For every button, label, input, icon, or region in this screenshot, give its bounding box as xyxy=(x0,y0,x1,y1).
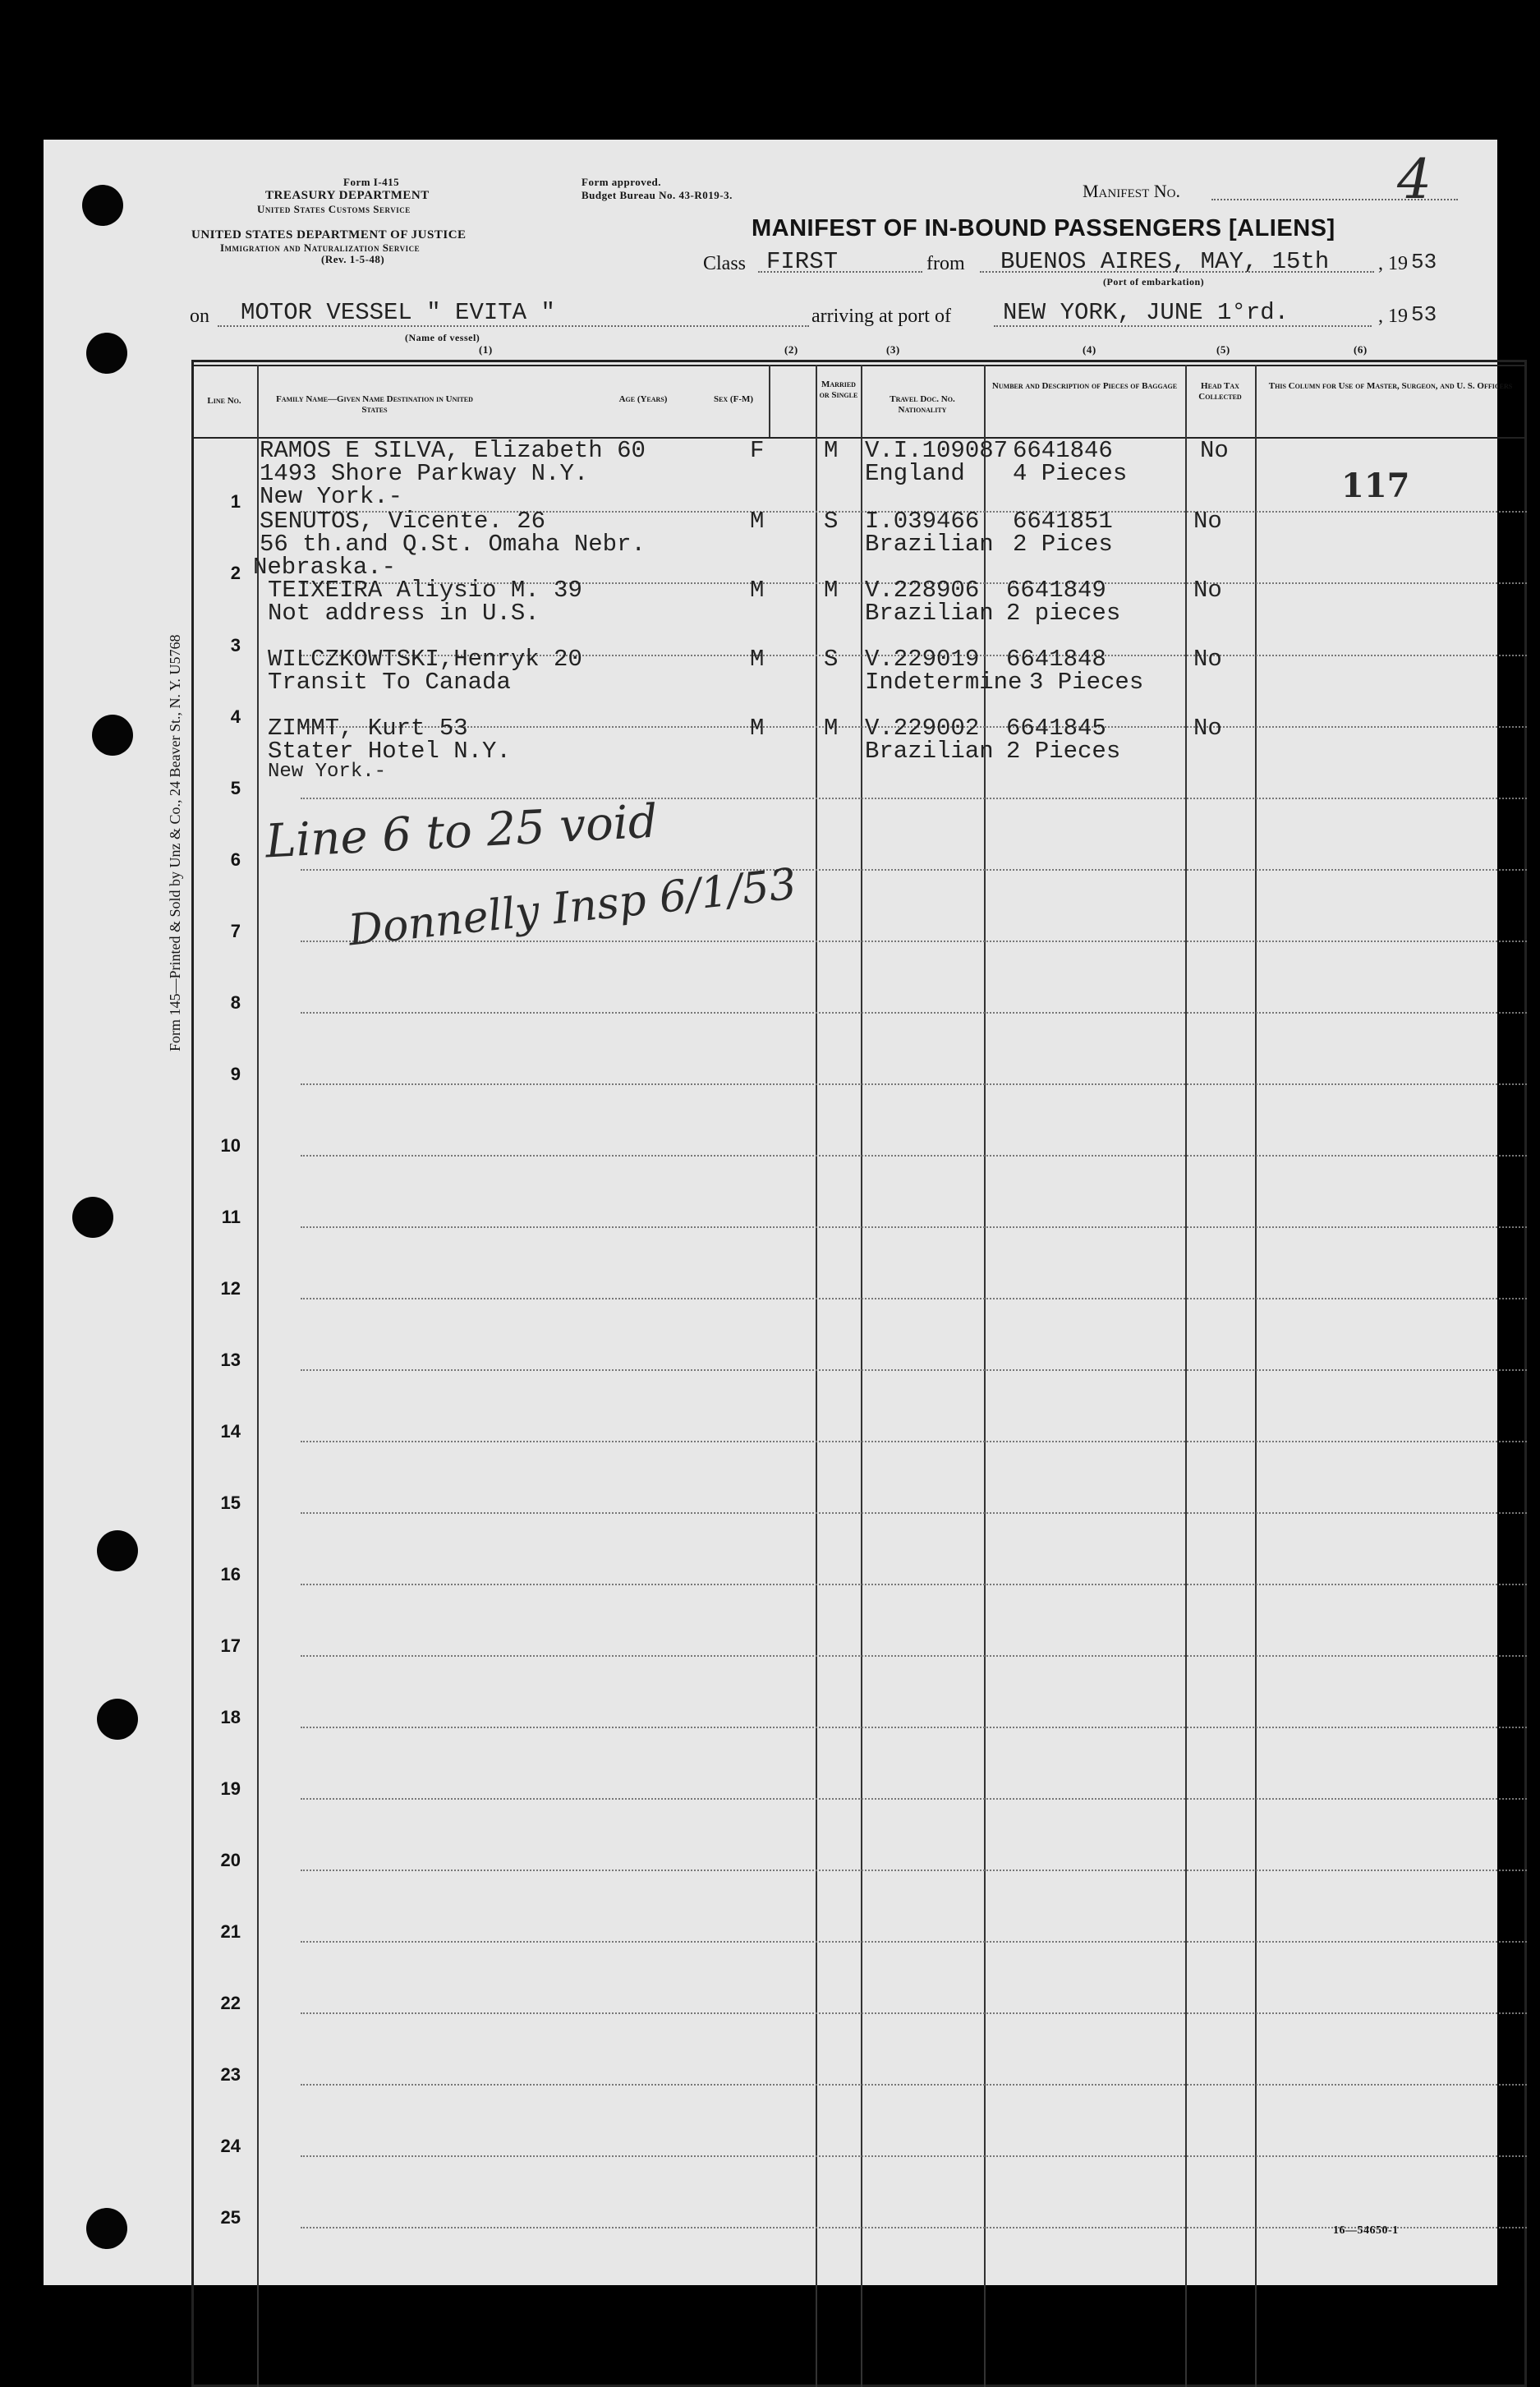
col-num-5: (5) xyxy=(1216,343,1230,356)
passenger-2-marital: S xyxy=(824,508,839,535)
class-value: FIRST xyxy=(766,248,839,275)
arriving-label: arriving at port of xyxy=(811,306,951,327)
line-number-10: 10 xyxy=(220,1135,241,1156)
passenger-1-pieces: 4 Pieces xyxy=(1013,460,1128,487)
line-number-16: 16 xyxy=(220,1564,241,1584)
passenger-4-nationality: Indetermine xyxy=(865,669,1023,696)
line-number-11: 11 xyxy=(221,1207,241,1227)
from-label: from xyxy=(926,253,965,274)
col-num-4: (4) xyxy=(1083,343,1096,356)
header-baggage: Number and Description of Pieces of Baggage xyxy=(991,381,1178,391)
passenger-5-head-tax: No xyxy=(1193,715,1222,742)
budget-label: Budget Bureau No. 43-R019-3. xyxy=(582,189,733,201)
passenger-2-baggage-no: 6641851 xyxy=(1013,508,1113,535)
line-number-13: 13 xyxy=(220,1350,241,1370)
justice-label: UNITED STATES DEPARTMENT OF JUSTICE xyxy=(191,228,467,241)
manifest-title: MANIFEST OF IN-BOUND PASSENGERS [ALIENS] xyxy=(752,215,1335,241)
line-number-8: 8 xyxy=(230,992,241,1013)
line-number-6: 6 xyxy=(230,849,241,870)
row-line-22 xyxy=(301,2012,1527,2014)
passenger-1-city: New York.- xyxy=(260,483,403,510)
line-number-14: 14 xyxy=(220,1421,241,1442)
passenger-4-doc: V.229019 xyxy=(865,646,980,673)
passenger-5-pieces: 2 Pieces xyxy=(1006,738,1121,765)
passenger-1-name: RAMOS E SILVA, Elizabeth 60 xyxy=(260,437,646,464)
vessel-caption: (Name of vessel) xyxy=(405,332,480,343)
passenger-5-city: New York.- xyxy=(268,761,387,783)
passenger-3-address: Not address in U.S. xyxy=(268,600,540,627)
row-line-17 xyxy=(301,1655,1527,1657)
class-label: Class xyxy=(703,253,747,274)
row-line-11 xyxy=(301,1226,1527,1228)
passenger-5-sex: M xyxy=(750,715,765,742)
line-number-9: 9 xyxy=(230,1064,241,1084)
line-number-1: 1 xyxy=(230,491,241,512)
line-number-7: 7 xyxy=(230,921,241,941)
row-line-21 xyxy=(301,1941,1527,1943)
year-prefix-2: , 19 xyxy=(1378,306,1408,327)
passenger-3-head-tax: No xyxy=(1193,577,1222,604)
ins-label: Immigration and Naturalization Service xyxy=(220,241,421,254)
header-head-tax: Head Tax Collected xyxy=(1198,381,1242,402)
passenger-2-city: Nebraska.- xyxy=(253,554,397,581)
passenger-4-marital: S xyxy=(824,646,839,673)
printer-imprint: Form 145—Printed & Sold by Unz & Co., 24 Beaver St., N. Y. U5768 xyxy=(167,634,183,1051)
line-number-19: 19 xyxy=(220,1778,241,1799)
passenger-3-pieces: 2 pieces xyxy=(1006,600,1121,627)
passenger-1-doc: V.I.109087 xyxy=(865,437,1009,464)
row-line-13 xyxy=(301,1369,1527,1371)
punch-hole xyxy=(97,1530,138,1571)
line-number-18: 18 xyxy=(220,1707,241,1727)
passenger-1-marital: M xyxy=(824,437,839,464)
header-name: Family Name—Given Name Destination in United States xyxy=(276,394,473,415)
col-num-3: (3) xyxy=(886,343,900,356)
customs-label: United States Customs Service xyxy=(257,203,411,215)
passenger-1-address: 1493 Shore Parkway N.Y. xyxy=(260,460,589,487)
rev-label: (Rev. 1-5-48) xyxy=(321,253,385,265)
passenger-2-sex: M xyxy=(750,508,765,535)
row-line-18 xyxy=(301,1727,1527,1728)
header-line-no: Line No. xyxy=(207,396,241,406)
year-prefix-1: , 19 xyxy=(1378,253,1408,274)
passenger-4-head-tax: No xyxy=(1193,646,1222,673)
line-number-24: 24 xyxy=(220,2136,241,2156)
line-number-12: 12 xyxy=(220,1278,241,1299)
line-number-17: 17 xyxy=(220,1635,241,1656)
passenger-4-destination: Transit To Canada xyxy=(268,669,511,696)
line-number-2: 2 xyxy=(230,563,241,583)
passenger-5-name: ZIMMT, Kurt 53 xyxy=(268,715,468,742)
rule-sex-head xyxy=(769,365,770,437)
line-number-3: 3 xyxy=(230,635,241,655)
punch-hole xyxy=(86,2208,127,2249)
header-sex: Sex (F-M) xyxy=(713,394,754,404)
passenger-5-marital: M xyxy=(824,715,839,742)
passenger-4-name: WILCZKOWTSKI,Henryk 20 xyxy=(268,646,582,673)
passenger-3-doc: V.228906 xyxy=(865,577,980,604)
arrival-value: NEW YORK, JUNE 1°rd. xyxy=(1003,299,1289,326)
passenger-3-name: TEIXEIRA Aliysio M. 39 xyxy=(268,577,582,604)
passenger-1-sex: F xyxy=(750,437,765,464)
manifest-sheet xyxy=(44,140,1513,2285)
passenger-4-baggage-no: 6641848 xyxy=(1006,646,1106,673)
line-number-21: 21 xyxy=(220,1921,241,1942)
on-label: on xyxy=(190,306,209,327)
passenger-3-sex: M xyxy=(750,577,765,604)
punch-hole xyxy=(72,1197,113,1238)
passenger-1-baggage-no: 6641846 xyxy=(1013,437,1113,464)
passenger-3-marital: M xyxy=(824,577,839,604)
punch-hole xyxy=(92,715,133,756)
passenger-3-baggage-no: 6641849 xyxy=(1006,577,1106,604)
header-travel: Travel Doc. No. Nationality xyxy=(890,394,955,415)
row-line-8 xyxy=(301,1012,1527,1014)
year-2: 53 xyxy=(1411,302,1437,327)
passenger-4-pieces: 3 Pieces xyxy=(1029,669,1144,696)
passenger-2-nationality: Brazilian xyxy=(865,531,994,558)
passenger-2-doc: I.039466 xyxy=(865,508,980,535)
from-value: BUENOS AIRES, MAY, 15th xyxy=(1000,248,1330,275)
passenger-5-nationality: Brazilian xyxy=(865,738,994,765)
port-embark-caption: (Port of embarkation) xyxy=(1103,276,1205,287)
passenger-1-nationality: England xyxy=(865,460,965,487)
form-number: Form I-415 xyxy=(343,176,400,188)
passenger-5-address: Stater Hotel N.Y. xyxy=(268,738,511,765)
row-line-6 xyxy=(301,869,1527,871)
table-top-double xyxy=(191,365,1527,366)
rule-line-no xyxy=(257,365,259,2387)
punch-hole xyxy=(97,1699,138,1740)
handwritten-signature: Donnelly Insp 6/1/53 xyxy=(346,859,799,956)
passenger-5-doc: V.229002 xyxy=(865,715,980,742)
manifest-no-value: 4 xyxy=(1397,148,1432,211)
line-number-20: 20 xyxy=(220,1850,241,1870)
row-line-15 xyxy=(301,1512,1527,1514)
footer-code: 16—54650-1 xyxy=(1333,2224,1399,2237)
line-number-22: 22 xyxy=(220,1993,241,2013)
passenger-2-name: SENUTOS, Vicente. 26 xyxy=(260,508,546,535)
row-line-24 xyxy=(301,2155,1527,2157)
row-line-14 xyxy=(301,1441,1527,1442)
row-line-12 xyxy=(301,1298,1527,1299)
passenger-2-pieces: 2 Pices xyxy=(1013,531,1113,558)
header-officers: This Column for Use of Master, Surgeon, and U. S. Officers xyxy=(1268,381,1513,391)
line-number-23: 23 xyxy=(220,2064,241,2085)
punch-hole xyxy=(86,333,127,374)
line-number-15: 15 xyxy=(220,1492,241,1513)
approved-label: Form approved. xyxy=(582,176,662,188)
row-line-16 xyxy=(301,1584,1527,1585)
passenger-2-head-tax: No xyxy=(1193,508,1222,535)
passenger-5-baggage-no: 6641845 xyxy=(1006,715,1106,742)
row-line-10 xyxy=(301,1155,1527,1157)
row-line-5 xyxy=(301,798,1527,799)
vessel-name: MOTOR VESSEL " EVITA " xyxy=(241,299,555,326)
treasury-label: TREASURY DEPARTMENT xyxy=(265,189,430,202)
col-num-2: (2) xyxy=(784,343,798,356)
row-line-20 xyxy=(301,1870,1527,1871)
year-1: 53 xyxy=(1411,250,1437,274)
line-number-5: 5 xyxy=(230,778,241,798)
handwritten-void-note: Line 6 to 25 void xyxy=(264,794,660,869)
row-line-19 xyxy=(301,1798,1527,1800)
punch-hole xyxy=(82,185,123,226)
passenger-4-sex: M xyxy=(750,646,765,673)
passenger-3-nationality: Brazilian xyxy=(865,600,994,627)
header-age: Age (Years) xyxy=(618,394,668,404)
manifest-no-label: Manifest No. xyxy=(1083,181,1180,201)
col-num-6: (6) xyxy=(1354,343,1368,356)
header-married: Married or Single xyxy=(819,379,858,400)
line-number-4: 4 xyxy=(230,706,241,727)
row-line-23 xyxy=(301,2084,1527,2086)
passenger-1-officer-note: 117 xyxy=(1341,467,1410,505)
col-num-1: (1) xyxy=(479,343,493,356)
line-number-25: 25 xyxy=(220,2207,241,2228)
passenger-2-address: 56 th.and Q.St. Omaha Nebr. xyxy=(260,531,646,558)
passenger-1-head-tax: No xyxy=(1200,437,1229,464)
row-line-9 xyxy=(301,1083,1527,1085)
